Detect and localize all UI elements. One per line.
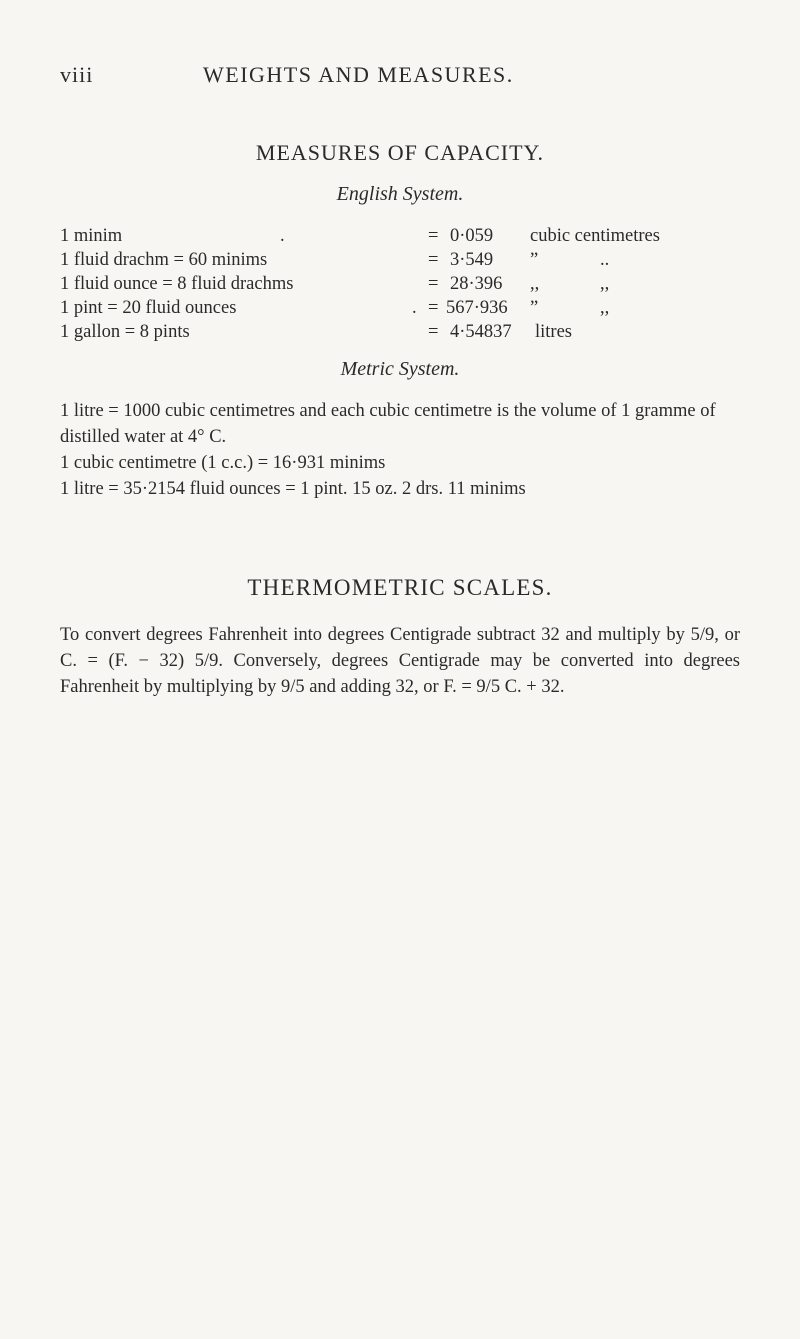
metric-definitions [60, 398, 740, 502]
metric-line: 1 cubic centimetre (1 c.c.) = 16·931 minims [60, 453, 386, 473]
section-title-capacity: MEASURES OF CAPACITY. [255, 140, 545, 165]
measure-lhs: 1 fluid drachm = 60 minims [60, 250, 268, 270]
running-title: WEIGHTS AND MEASURES. [203, 62, 514, 87]
subtitle-metric-system: Metric System. [340, 358, 460, 380]
measure-value: 28·396 [450, 274, 503, 294]
measure-unit: litres [535, 322, 572, 342]
measure-row [60, 296, 760, 320]
ditto-mark: ,, [600, 274, 610, 294]
equals-sign: = [428, 274, 439, 294]
leader-dot: . [280, 226, 285, 246]
measure-unit: cubic centimetres [530, 226, 660, 246]
measure-value: 0·059 [450, 226, 494, 246]
equals-sign: = [428, 322, 439, 342]
measure-lhs: 1 pint = 20 fluid ounces [60, 298, 237, 318]
metric-line: 1 litre = 35·2154 fluid ounces = 1 pint. 15 oz. 2 drs. 11 minims [60, 479, 526, 499]
ditto-mark: ,, [530, 274, 540, 294]
ditto-mark: ,, [600, 298, 610, 318]
measure-value: 4·54837 [450, 322, 512, 342]
ditto-mark: ” [530, 250, 539, 270]
equals-sign: = [428, 250, 439, 270]
measure-value: 567·936 [446, 298, 508, 318]
metric-line: 1 litre = 1000 cubic centimetres and each cubic centimetre is the volume of 1 gramme of distilled water at 4° C. [60, 401, 716, 447]
ditto-mark: .. [600, 250, 610, 270]
measure-value: 3·549 [450, 250, 494, 270]
measure-lhs: 1 minim [60, 226, 123, 246]
leader-dot: . [412, 298, 417, 318]
ditto-mark: ” [530, 298, 539, 318]
equals-sign: = [428, 298, 439, 318]
thermometric-paragraph: To convert degrees Fahrenheit into degrees Centigrade subtract 32 and multiply by 5/9, or C. = (F. − 32) 5/9. Conversely, degrees Centigrade may be converted into degrees Fahrenheit by multiplying by 9/5 and adding 32, or F. = 9/5 C. + 32. [60, 625, 740, 697]
section-title-thermometric: THERMOMETRIC SCALES. [247, 575, 553, 600]
measure-row [60, 272, 760, 296]
equals-sign: = [428, 226, 439, 246]
measure-row [60, 224, 760, 248]
measure-lhs: 1 fluid ounce = 8 fluid drachms [60, 274, 294, 294]
measure-lhs: 1 gallon = 8 pints [60, 322, 190, 342]
page-number: viii [60, 62, 94, 87]
measure-row [60, 320, 760, 344]
measure-row [60, 248, 760, 272]
subtitle-english-system: English System. [336, 183, 464, 205]
